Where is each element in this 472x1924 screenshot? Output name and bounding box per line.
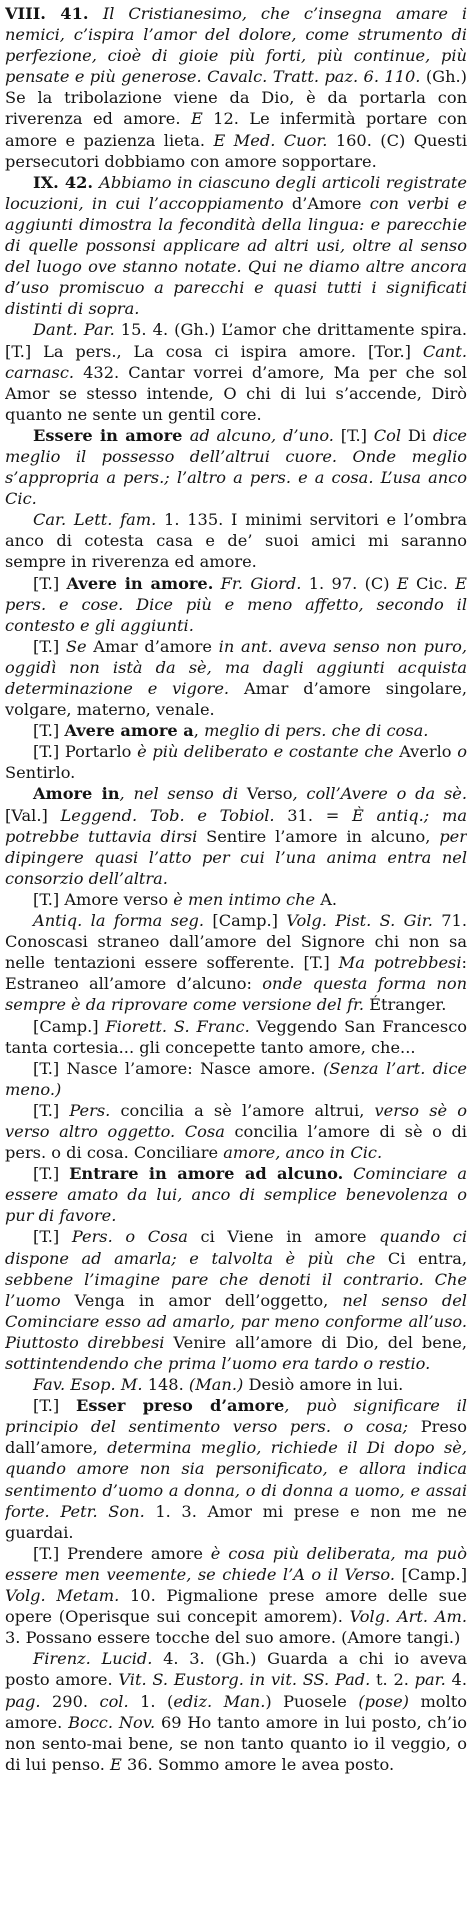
italic-text: Dant. Par.: [33, 320, 115, 340]
italic-text: è cosa più deliberata, ma può essere men veemente, se chiede l’A o il Verso.: [5, 1543, 467, 1584]
italic-text: E: [396, 573, 409, 593]
italic-text: È antiq.; ma potrebbe tuttavia dirsi: [5, 805, 467, 846]
text-run: Desiò amore in lui.: [243, 1375, 404, 1395]
italic-text: quando ci dispone ad amarla; e talvolta è più che: [5, 1227, 467, 1268]
italic-text: , nel senso di: [119, 784, 239, 804]
italic-text: onde questa forma non sempre è da riprovare come versione del fr.: [5, 974, 467, 1015]
text-run: [Camp.]: [394, 1564, 467, 1584]
text-run: 3. Possano essere tocche del suo amore. (Amore tangi.): [5, 1628, 461, 1648]
text-run: [T.]: [33, 1164, 70, 1184]
italic-text: par.: [414, 1670, 446, 1690]
entry-paragraph: [5, 319, 467, 424]
italic-text: ad alcuno, d’uno.: [189, 425, 334, 445]
italic-text: , coll’Avere o da sè.: [292, 784, 467, 804]
text-run: 15. 4. (Gh.) L’amor che drittamente spira. [T.] La pers., La cosa ci ispira amore. [Tor.]: [5, 320, 467, 361]
italic-text: sebbene l’imagine pare che denoti il contrario. Che l’uomo: [5, 1269, 467, 1310]
italic-text: amore, anco in Cic.: [223, 1143, 383, 1163]
italic-text: (Man.): [188, 1375, 244, 1395]
text-run: ) Puosele: [265, 1691, 359, 1711]
text-run: 4.: [445, 1670, 467, 1690]
italic-text: verso sè o verso altro oggetto. Cosa: [5, 1100, 467, 1141]
text-run: Venire all’amore di Dio, del bene,: [164, 1332, 467, 1352]
italic-text: sottintendendo che prima l’uomo era tardo o restio.: [5, 1354, 431, 1373]
text-run: [T.]: [33, 573, 67, 593]
italic-text: E Med. Cuor.: [213, 130, 328, 150]
text-run: Sentirlo.: [5, 763, 76, 783]
italic-text: per dipingere quasi l’atto per cui l’una anima entra nel consorzio dell’altra.: [5, 826, 467, 888]
text-run: 12. Le infermità portare con amore e pazienza lieta.: [5, 109, 467, 150]
headword: Avere amore a: [64, 721, 194, 741]
entry-paragraph: [5, 1543, 467, 1648]
italic-text: Il Cristianesimo, che c’insegna amare i nemici, c’ispira l’amor del dolore, come strumento di perfezione, cioè di gioie più forti, più continue, più pensate e più generose. Cavalc. Tratt. paz. 6. 110.: [5, 4, 467, 87]
headword: Essere in amore: [33, 425, 190, 445]
text-run: 31. =: [274, 805, 352, 825]
headword: Entrare in amore ad alcuno.: [69, 1164, 344, 1184]
text-run: [T.] Portarlo: [33, 742, 138, 762]
text-run: 160. (C) Questi persecutori dobbiamo con amore sopportare.: [5, 130, 467, 171]
entry-paragraph: [5, 889, 467, 910]
entry-paragraph: [5, 1058, 467, 1100]
italic-text: Cant. carnasc.: [5, 341, 467, 382]
text-run: [Camp.]: [204, 911, 287, 931]
italic-text: Firenz. Lucid.: [33, 1649, 153, 1669]
text-run: [T.]: [33, 721, 65, 741]
text-run: Sentire l’amore in alcuno,: [197, 826, 440, 846]
italic-text: Col: [373, 425, 402, 445]
text-run: (Gh.) Se la tribolazione viene da Dio, è da portarla con riverenza ed amore.: [5, 67, 467, 129]
text-run: molto amore.: [5, 1691, 467, 1732]
entry-paragraph: [5, 1226, 467, 1374]
italic-text: Abbiamo in ciascuno degli articoli registrate locuzioni, in cui l’accoppiamento: [5, 172, 467, 213]
italic-text: E: [110, 1754, 122, 1774]
italic-text: Pers.: [69, 1100, 111, 1120]
italic-text: E: [190, 109, 203, 129]
italic-text: pag.: [5, 1691, 41, 1711]
text-run: 1. 135. I minimi servitori e l’ombra anco di cotesta casa e de’ suoi amici mi saranno sempre in riverenza ed amore.: [5, 510, 467, 572]
italic-text: Fiorett. S. Franc.: [105, 1016, 250, 1036]
entry-paragraph: [5, 636, 467, 720]
text-run: [T.] Amore verso: [33, 889, 174, 909]
entry-paragraph: [5, 1163, 467, 1226]
entry-paragraph: [5, 1016, 467, 1058]
text-run: Verso: [238, 784, 293, 804]
italic-text: Cominciare a essere amato da lui, anco di semplice benevolenza o pur di favore.: [5, 1164, 467, 1226]
text-run: 69 Ho tanto amore in lui posto, ch’io non sento-mai bene, se non tanto quanto io il veggio, o di lui penso.: [5, 1712, 467, 1774]
italic-text: E pers. e cose. Dice più e meno affetto, secondo il contesto e gli aggiunti.: [5, 573, 467, 635]
text-run: Averlo: [393, 742, 458, 762]
text-run: [T.]: [333, 425, 374, 445]
text-run: Veggendo San Francesco tanta cortesia... gli concepette tanto amore, che...: [5, 1016, 467, 1057]
italic-text: Se: [65, 636, 87, 656]
text-run: [Val.]: [5, 805, 61, 825]
italic-text: è men intimo che: [173, 889, 316, 909]
dictionary-page: [5, 3, 467, 1919]
text-run: 1. 97. (C): [301, 573, 397, 593]
text-run: 1. 3. Amor mi prese e non me ne guardai.: [5, 1501, 467, 1542]
italic-text: è più deliberato e costante che: [137, 742, 394, 762]
italic-text: Antiq. la forma seg.: [33, 911, 205, 931]
text-run: [T.]: [33, 1227, 72, 1247]
entry-paragraph: [5, 573, 467, 636]
entry-paragraph: [5, 509, 467, 572]
text-run: 4. 3. (Gh.) Guarda a chi io aveva posto amore.: [5, 1649, 467, 1690]
italic-text: determina meglio, richiede il Di dopo sè, quando amore non sia personificato, e allora indica sentimento d’uomo a donna, o di donna a uomo, e assai forte. Petr. Son.: [5, 1438, 467, 1521]
italic-text: in ant. aveva senso non puro, oggidì non istà da sè, ma dagli aggiunti acquista determinazione e vigore.: [5, 636, 467, 698]
text-run: [T.] Prendere amore: [33, 1543, 211, 1563]
text-run: 1. (: [128, 1691, 174, 1711]
italic-text: Vit. S. Eustorg. in vit. SS. Pad.: [118, 1670, 371, 1690]
entry-paragraph: [5, 910, 467, 1015]
text-run: Ci entra,: [375, 1248, 467, 1268]
italic-text: o: [457, 742, 467, 762]
headword: IX. 42.: [33, 172, 100, 192]
entry-paragraph: [5, 1395, 467, 1543]
text-run: ,: [193, 721, 205, 741]
text-run: [T.]: [33, 636, 66, 656]
italic-text: Fav. Esop. M.: [33, 1375, 143, 1395]
italic-text: (pose): [358, 1691, 409, 1711]
headword: Avere in amore.: [66, 573, 214, 593]
text-run: [Camp.]: [33, 1016, 106, 1036]
entry-paragraph: [5, 720, 467, 741]
text-run: 71. Conoscasi straneo dall’amore del Signore chi non sa nelle tentazioni essere sofferente. [T.]: [5, 911, 467, 973]
italic-text: Leggend. Tob. e Tobiol.: [60, 805, 275, 825]
italic-text: (Senza l’art. dice meno.): [5, 1058, 467, 1099]
text-run: 10. Pigmalione prese amore delle sue opere (Operisque sui concepit amorem).: [5, 1586, 467, 1627]
text-run: ci Viene in amore: [187, 1227, 380, 1247]
text-run: 36. Sommo amore le avea posto.: [121, 1754, 395, 1774]
italic-text: dice meglio il possesso dell’altrui cuore. Onde meglio s’appropria a pers.; l’altro a pers. e a cosa. L’usa anco Cic.: [5, 425, 467, 509]
text-run: d’Amore: [283, 193, 370, 213]
text-run: concilia l’amore di sè o di pers. o di cosa. Conciliare: [5, 1121, 467, 1163]
text-run: [T.]: [33, 1396, 76, 1416]
entry-paragraph: [5, 1100, 467, 1163]
italic-text: Car. Lett. fam.: [33, 510, 157, 530]
entry-paragraph: [5, 1648, 467, 1775]
italic-text: Ma potrebbesi: [338, 953, 462, 973]
entry-paragraph: [5, 172, 467, 320]
entry-paragraph: [5, 3, 467, 172]
headword: Esser preso d’amore: [76, 1396, 285, 1416]
text-run: 290.: [40, 1691, 100, 1711]
text-run: Di: [401, 425, 433, 445]
text-run: Amar d’amore singolare, volgare, materno, venale.: [5, 679, 467, 720]
italic-text: con verbi e aggiunti dimostra la fecondità della lingua: e parecchie di quelle possonsi applicare ad altri usi, oltre al senso del luogo ove stanno notate. Qui ne diamo altre ancora d’uso promiscuo a parecchi e quasi tutti i significati distinti di sopra.: [5, 193, 467, 319]
italic-text: Bocc. Nov.: [68, 1712, 156, 1732]
headword: Amore in: [33, 784, 120, 804]
italic-text: Volg. Art. Am.: [349, 1607, 467, 1627]
text-run: Preso dall’amore,: [5, 1417, 467, 1458]
text-run: Amar d’amore: [86, 636, 219, 656]
italic-text: Volg. Pist. S. Gir.: [286, 911, 433, 931]
italic-text: nel senso del Cominciare esso ad amarlo, par meno conforme all’uso. Piuttosto direbbesi: [5, 1290, 467, 1352]
entry-paragraph: [5, 1374, 467, 1395]
text-run: A.: [315, 889, 338, 909]
text-run: Étranger.: [364, 995, 447, 1015]
text-run: [T.]: [33, 1100, 70, 1120]
entry-paragraph: [5, 425, 467, 509]
italic-text: Volg. Metam.: [5, 1586, 120, 1606]
text-run: concilia a sè l’amore altrui,: [110, 1100, 375, 1120]
italic-text: , può significare il principio del sentimento verso pers. o cosa;: [5, 1396, 467, 1437]
italic-text: ediz. Man.: [173, 1691, 266, 1711]
text-run: Cic.: [408, 573, 456, 593]
text-run: : Estraneo all’amore d’alcuno:: [5, 953, 467, 994]
italic-text: Fr. Giord.: [213, 573, 302, 593]
entry-paragraph: [5, 741, 467, 783]
text-run: [T.] Nasce l’amore: Nasce amore.: [33, 1058, 323, 1078]
text-run: Venga in amor dell’oggetto,: [60, 1290, 343, 1310]
italic-text: meglio di pers. che di cosa.: [204, 721, 429, 741]
italic-text: Pers. o Cosa: [71, 1227, 188, 1247]
text-run: 432. Cantar vorrei d’amore, Ma per che sol Amor se stesso intende, O chi di lui s’accende, Dirò quanto ne sente un gentil core.: [5, 362, 467, 424]
text-run: t. 2.: [370, 1670, 415, 1690]
headword: VIII. 41.: [5, 4, 103, 23]
text-run: 148.: [142, 1375, 189, 1395]
italic-text: col.: [99, 1691, 129, 1711]
entry-paragraph: [5, 783, 467, 888]
